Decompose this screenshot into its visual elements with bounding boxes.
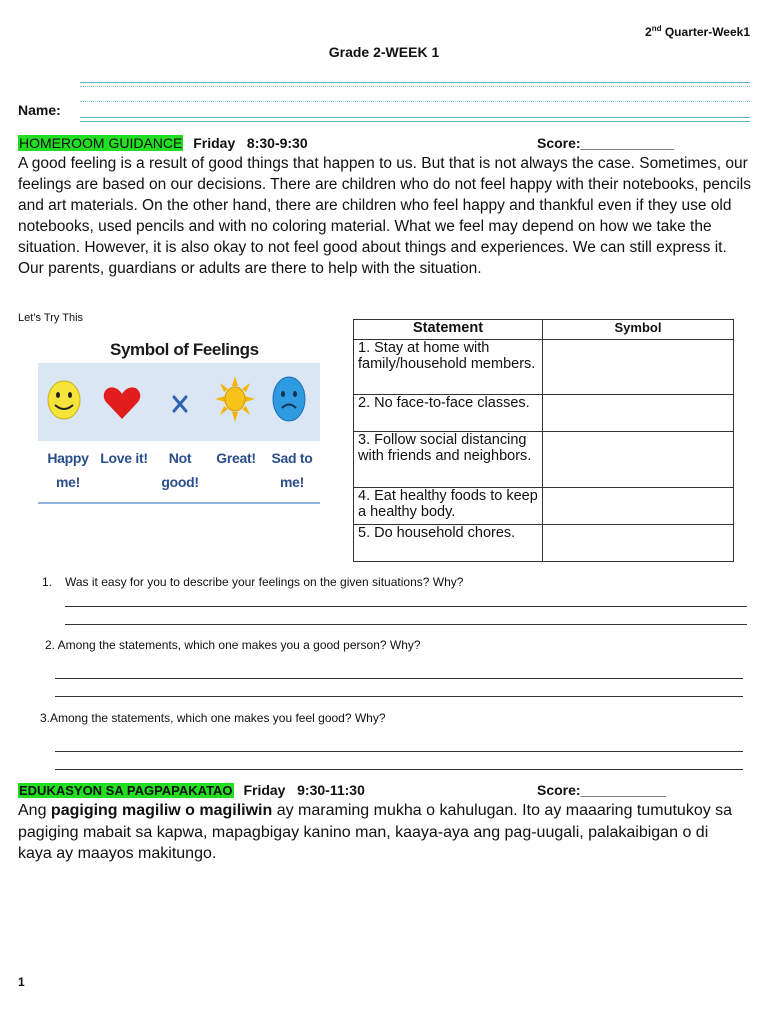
statement-cell: 1. Stay at home with family/household members. bbox=[354, 340, 543, 395]
answer-line[interactable] bbox=[55, 751, 743, 752]
page-title: Grade 2-WEEK 1 bbox=[328, 44, 440, 60]
column-header-statement: Statement bbox=[354, 320, 543, 340]
table-row bbox=[354, 340, 734, 395]
homeroom-label: HOMEROOM GUIDANCE bbox=[19, 135, 183, 151]
name-label: Name: bbox=[18, 102, 61, 118]
esp-label: EDUKASYON SA PAGPAPAKATAO bbox=[19, 783, 233, 798]
sun-icon bbox=[215, 376, 255, 422]
symbol-answer-cell[interactable] bbox=[543, 432, 734, 488]
symbol-answer-cell[interactable] bbox=[543, 488, 734, 525]
symbol-answer-cell[interactable] bbox=[543, 525, 734, 562]
symbol-label-happy: Happy me! bbox=[47, 450, 89, 490]
table-row bbox=[354, 432, 734, 488]
symbol-label-sad: Sad to me! bbox=[271, 450, 313, 490]
esp-key-term: pagiging magiliw o magiliwin bbox=[50, 802, 273, 819]
statement-cell: 5. Do household chores. bbox=[354, 525, 543, 562]
name-line[interactable] bbox=[80, 117, 750, 118]
answer-line[interactable] bbox=[55, 678, 743, 679]
esp-heading bbox=[18, 782, 365, 798]
question-1-number: 1. bbox=[42, 575, 53, 589]
statement-table bbox=[353, 319, 734, 562]
answer-line[interactable] bbox=[55, 696, 743, 697]
smiley-face-icon bbox=[46, 378, 82, 422]
header-rule bbox=[80, 82, 750, 83]
homeroom-paragraph: A good feeling is a result of good things that happen to us. But that is not always the case. Sometimes, our feelings are based on our decisions. There are children who do not feel happy with their notebooks, pencils and art materials. On the other hand, there are children who feel happy and thankful even if they use old notebooks, used pencils and with no coloring material. What we feel may depend on how we take the situation. However, it is also okay to not feel good about things and experiences. We can still express it. Our parents, guardians or adults are there to help with the situation. bbox=[18, 155, 751, 277]
statement-cell: 4. Eat healthy foods to keep a healthy body. bbox=[354, 488, 543, 525]
symbol-answer-cell[interactable] bbox=[543, 340, 734, 395]
table-row bbox=[354, 525, 734, 562]
header-rule-dotted bbox=[80, 86, 750, 87]
symbol-label-not-good: Not good! bbox=[161, 450, 199, 490]
answer-line[interactable] bbox=[65, 624, 747, 625]
heart-icon bbox=[103, 385, 141, 421]
sad-face-icon bbox=[271, 374, 307, 424]
symbol-answer-cell[interactable] bbox=[543, 395, 734, 432]
esp-schedule: Friday 9:30-11:30 bbox=[243, 782, 365, 798]
page-number: 1 bbox=[18, 975, 25, 989]
answer-line[interactable] bbox=[55, 769, 743, 770]
question-1: Was it easy for you to describe your feelings on the given situations? Why? bbox=[65, 575, 464, 589]
symbol-label-great: Great! bbox=[216, 450, 256, 466]
esp-paragraph: Ang pagiging magiliw o magiliwin ay maraming mukha o kahulugan. Ito ay maaaring tumutukoy sa pagiging mabait sa kapwa, mapagbigay kanino man, kaaya-aya ang pag-uugali, palakaibigan o di kaya ay maayos makitungo. bbox=[18, 802, 733, 862]
table-row bbox=[354, 488, 734, 525]
symbols-underline bbox=[38, 502, 320, 504]
name-line-lower bbox=[80, 121, 750, 122]
statement-cell: 3. Follow social distancing with friends and neighbors. bbox=[354, 432, 543, 488]
table-row bbox=[354, 395, 734, 432]
statement-cell: 2. No face-to-face classes. bbox=[354, 395, 543, 432]
question-3: 3.Among the statements, which one makes you feel good? Why? bbox=[40, 711, 386, 725]
homeroom-heading bbox=[18, 135, 308, 151]
table-header-row bbox=[354, 320, 734, 340]
symbols-title: Symbol of Feelings bbox=[110, 340, 259, 359]
name-guide-dotted bbox=[80, 101, 750, 102]
answer-line[interactable] bbox=[65, 606, 747, 607]
column-header-symbol: Symbol bbox=[543, 320, 734, 340]
symbol-label-love: Love it! bbox=[100, 450, 148, 466]
quarter-week-label: 2nd Quarter-Week1 bbox=[645, 24, 750, 39]
lets-try-label: Let’s Try This bbox=[18, 312, 84, 324]
homeroom-score: Score:____________ bbox=[537, 135, 675, 151]
esp-score: Score:___________ bbox=[537, 782, 667, 798]
x-mark-icon bbox=[171, 394, 189, 414]
question-2: 2. Among the statements, which one makes you a good person? Why? bbox=[45, 638, 421, 652]
homeroom-schedule: Friday 8:30-9:30 bbox=[193, 135, 308, 151]
